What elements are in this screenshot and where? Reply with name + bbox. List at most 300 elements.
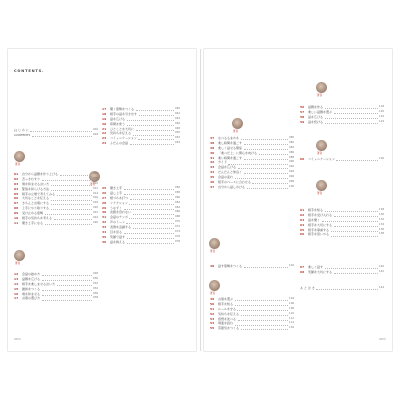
entry-page: 090 bbox=[289, 160, 294, 164]
entry-number: 23 bbox=[102, 136, 107, 141]
entry-title: 相手を知る bbox=[308, 208, 324, 212]
dot-leader bbox=[136, 108, 174, 111]
entry-page: 016 bbox=[93, 196, 98, 200]
entry-title: 相手を尊重する bbox=[308, 227, 330, 232]
entry-number: 07 bbox=[14, 201, 19, 206]
book-spine bbox=[200, 49, 201, 351]
entry-number: 61 bbox=[300, 208, 305, 212]
entry-number: 54 bbox=[210, 321, 215, 326]
entry-number: 62 bbox=[300, 212, 305, 217]
dot-leader bbox=[244, 156, 288, 159]
dot-leader bbox=[127, 122, 174, 125]
entry-page: 066 bbox=[175, 210, 180, 214]
entry-page: 044 bbox=[175, 116, 180, 120]
entry-page: 138 bbox=[379, 232, 384, 236]
entry-number: 31 bbox=[102, 215, 107, 220]
dot-leader bbox=[244, 142, 288, 145]
closing-entry bbox=[300, 286, 384, 291]
entry-number: 29 bbox=[102, 205, 107, 210]
page-number-right: 0005 bbox=[379, 338, 386, 341]
entry-title: 声のトーン bbox=[110, 220, 125, 225]
entry-page: 126 bbox=[379, 157, 384, 160]
entry-title: 自分から話しかける bbox=[218, 184, 246, 189]
entry-title: 相手の立場で考えてみる bbox=[22, 191, 56, 196]
entry-title: 気持ちを伝える bbox=[218, 311, 240, 316]
author-photo bbox=[14, 250, 25, 261]
toc-column-4b bbox=[300, 157, 384, 162]
dot-leader bbox=[316, 287, 377, 290]
entry-page: 086 bbox=[289, 150, 294, 154]
entry-page: 030 bbox=[93, 276, 98, 280]
entry-page: 112 bbox=[289, 316, 294, 320]
entry-title: 話題を作る bbox=[308, 105, 324, 109]
dot-leader bbox=[51, 183, 92, 186]
dot-leader bbox=[130, 197, 174, 200]
entry-number: 36 bbox=[102, 239, 107, 244]
entry-title: 笑顔で話す bbox=[110, 234, 126, 239]
entry-title: 言葉の選び方 bbox=[22, 296, 41, 301]
dot-leader bbox=[241, 327, 288, 330]
dot-leader bbox=[42, 287, 92, 290]
entry-number: 22 bbox=[102, 131, 107, 136]
toc-entry[interactable] bbox=[210, 185, 294, 190]
entry-number: 02 bbox=[14, 176, 19, 181]
entry-page: 028 bbox=[93, 272, 98, 275]
dot-leader bbox=[334, 111, 378, 114]
entry-title: 楽い時間を過ごす bbox=[218, 155, 243, 160]
entry-title: 聞く姿勢をつくる bbox=[110, 107, 135, 111]
entry-title: きちんと言葉にする bbox=[22, 201, 50, 206]
dot-leader bbox=[42, 278, 92, 281]
dot-leader bbox=[331, 233, 378, 236]
toc-entry[interactable] bbox=[210, 264, 294, 269]
entry-number: 57 bbox=[300, 109, 305, 114]
toc-entry[interactable] bbox=[14, 221, 98, 226]
dot-leader bbox=[54, 217, 92, 220]
entry-title: ルールを守る bbox=[218, 306, 236, 311]
entry-number: 17 bbox=[14, 296, 19, 301]
entry-number: 68 bbox=[300, 269, 305, 274]
entry-page: 050 bbox=[175, 131, 180, 135]
dot-leader bbox=[247, 186, 288, 189]
entry-number: 43 bbox=[210, 165, 215, 170]
entry-title: コミュニケーション bbox=[110, 136, 137, 141]
entry-title: 話を広げる bbox=[110, 116, 126, 121]
entry-page: 108 bbox=[289, 306, 294, 310]
dot-leader bbox=[336, 158, 377, 161]
intro-list bbox=[14, 128, 98, 138]
entry-number: 25 bbox=[102, 186, 107, 190]
dot-leader bbox=[126, 221, 173, 224]
entry-title: 雰囲気をつくる bbox=[218, 326, 240, 331]
contents-heading: CONTENTS. bbox=[14, 69, 45, 73]
entry-page: 068 bbox=[175, 215, 180, 219]
entry-number: 45 bbox=[210, 175, 215, 180]
entry-title: 表情を意識する bbox=[110, 225, 132, 230]
entry-number: 20 bbox=[102, 121, 107, 126]
author-label: 著者 bbox=[15, 163, 21, 166]
toc-column-3c bbox=[210, 297, 294, 331]
entry-page: 136 bbox=[379, 227, 384, 231]
dot-leader bbox=[235, 176, 288, 179]
entry-page: 014 bbox=[93, 191, 98, 195]
toc-entry[interactable] bbox=[300, 120, 384, 125]
entry-title: だんだんと仲良く bbox=[218, 170, 243, 175]
dot-leader bbox=[325, 116, 378, 119]
entry-page: 060 bbox=[175, 195, 180, 199]
toc-entry[interactable] bbox=[102, 240, 180, 245]
entry-title: 聞き上手 bbox=[110, 186, 123, 190]
entry-page: 062 bbox=[175, 200, 180, 204]
toc-column-2b bbox=[102, 186, 180, 245]
toc-column-4c bbox=[300, 208, 384, 237]
dot-leader bbox=[32, 134, 92, 137]
entry-page: 046 bbox=[175, 121, 180, 125]
toc-entry[interactable] bbox=[102, 141, 180, 146]
entry-number: 10 bbox=[14, 216, 19, 221]
entry-number: 40 bbox=[210, 150, 215, 155]
dot-leader bbox=[130, 142, 174, 145]
entry-number: 16 bbox=[14, 291, 19, 296]
entry-number: 42 bbox=[210, 160, 215, 165]
entry-page: 070 bbox=[175, 220, 180, 224]
entry-page: 036 bbox=[93, 291, 98, 295]
dot-leader bbox=[331, 228, 378, 231]
entry-title: 相づちを打つ bbox=[110, 195, 129, 200]
dot-leader bbox=[235, 298, 288, 301]
dot-leader bbox=[138, 137, 173, 140]
dot-leader bbox=[325, 106, 378, 109]
entry-title: 雑談をつくる bbox=[22, 286, 41, 291]
dot-leader bbox=[228, 161, 287, 164]
entry-page: 084 bbox=[289, 145, 294, 149]
entry-number: 56 bbox=[300, 105, 305, 109]
entry-number: 03 bbox=[14, 181, 19, 186]
dot-leader bbox=[45, 212, 92, 215]
dot-leader bbox=[51, 187, 92, 190]
entry-page: 096 bbox=[289, 175, 294, 179]
entry-title: 目を見る bbox=[110, 230, 123, 235]
entry-title: 笑顔を大切にする bbox=[308, 269, 333, 274]
entry-number: 37 bbox=[210, 136, 215, 140]
entry-page: 056 bbox=[175, 186, 180, 189]
entry-title: 上手にやり取りする bbox=[22, 206, 50, 211]
author-photo bbox=[14, 151, 25, 162]
entry-page: 034 bbox=[93, 286, 98, 290]
entry-title: 相手を楽しませる言い方 bbox=[22, 281, 56, 286]
entry-number: 51 bbox=[210, 306, 215, 311]
dot-leader bbox=[129, 201, 173, 204]
entry-title: 楽しい話題を選ぶ bbox=[308, 109, 333, 114]
dot-leader bbox=[325, 120, 378, 123]
entry-number: 13 bbox=[14, 276, 19, 281]
entry-title: 話し上手 bbox=[110, 190, 123, 195]
dot-leader bbox=[129, 216, 173, 219]
dot-leader bbox=[124, 206, 174, 209]
dot-leader bbox=[133, 132, 174, 135]
entry-page: 008 bbox=[93, 176, 98, 180]
entry-title: 相手の気持ちを考える bbox=[22, 216, 53, 221]
entry-title: 受け止める姿勢 bbox=[22, 211, 44, 216]
entry-number: 08 bbox=[14, 206, 19, 211]
entry-title: あ と が き bbox=[300, 286, 315, 290]
entry-number: 30 bbox=[102, 210, 107, 215]
page-number-left: 0004 bbox=[14, 338, 21, 341]
entry-title: は じ め に bbox=[14, 128, 29, 132]
entry-page: 116 bbox=[289, 326, 294, 330]
dot-leader bbox=[244, 265, 288, 268]
entry-number: 12 bbox=[14, 272, 19, 276]
entry-page: 040 bbox=[175, 107, 180, 110]
dot-leader bbox=[139, 113, 174, 116]
dot-leader bbox=[133, 226, 174, 229]
toc-column-4d bbox=[300, 265, 384, 275]
entry-title: 感想を述べる bbox=[218, 316, 237, 321]
entry-title: 話を続ける bbox=[308, 119, 324, 124]
entry-page: 004 bbox=[93, 132, 98, 136]
toc-column-1b bbox=[14, 272, 98, 301]
entry-number: 32 bbox=[102, 220, 107, 225]
entry-page: 124 bbox=[379, 119, 384, 123]
toc-entry[interactable] bbox=[300, 270, 384, 275]
entry-page: 042 bbox=[175, 111, 180, 115]
dot-leader bbox=[259, 151, 288, 154]
entry-number: 19 bbox=[102, 116, 107, 121]
entry-page: 074 bbox=[175, 230, 180, 234]
toc-entry[interactable] bbox=[300, 157, 384, 162]
toc-column-3b bbox=[210, 264, 294, 269]
author-photo bbox=[232, 118, 243, 129]
dot-leader bbox=[235, 322, 288, 325]
entry-page: 058 bbox=[175, 190, 180, 194]
entry-title: 話を広げる bbox=[308, 114, 324, 119]
entry-number: 44 bbox=[210, 170, 215, 175]
entry-number: 66 bbox=[300, 232, 305, 237]
entry-title: 聞き上手になる bbox=[22, 220, 44, 225]
entry-number: 01 bbox=[14, 172, 19, 176]
entry-page: 102 bbox=[289, 264, 294, 267]
entry-number: 41 bbox=[210, 155, 215, 160]
dot-leader bbox=[51, 197, 92, 200]
dot-leader bbox=[57, 192, 92, 195]
dot-leader bbox=[252, 181, 287, 184]
entry-page: 024 bbox=[93, 216, 98, 220]
entry-number: 06 bbox=[14, 196, 19, 201]
toc-column-3a bbox=[210, 136, 294, 190]
entry-page: 120 bbox=[379, 109, 384, 113]
author-label: 著者 bbox=[317, 152, 323, 155]
entry-title: ひとことを大切に bbox=[110, 126, 135, 131]
dot-leader bbox=[325, 266, 378, 269]
author-label: 著者 bbox=[210, 250, 216, 253]
entry-title: 沈黙を恐れない bbox=[110, 210, 132, 215]
entry-title: 相手のペースに合わせる bbox=[218, 180, 251, 185]
entry-number: 49 bbox=[210, 297, 215, 301]
entry-title: ガイド bbox=[218, 160, 227, 165]
entry-page: 004 bbox=[93, 172, 98, 175]
entry-number: 09 bbox=[14, 211, 19, 216]
entry-page: 100 bbox=[289, 184, 294, 188]
dot-leader bbox=[235, 303, 288, 306]
entry-page: 122 bbox=[379, 114, 384, 118]
dot-leader bbox=[136, 127, 174, 130]
entry-page: 104 bbox=[289, 297, 294, 300]
dot-leader bbox=[42, 292, 92, 295]
entry-title: うなずく bbox=[110, 205, 123, 210]
entry-page: 080 bbox=[289, 136, 294, 139]
entry-title: 楽し時間を過ごす bbox=[218, 140, 243, 145]
entry-number: 59 bbox=[300, 119, 305, 124]
dot-leader bbox=[42, 178, 92, 181]
entry-number: 55 bbox=[210, 326, 215, 331]
entry-page: 118 bbox=[379, 105, 384, 108]
entry-page: 130 bbox=[379, 212, 384, 216]
toc-entry[interactable] bbox=[14, 296, 98, 301]
dot-leader bbox=[334, 223, 378, 226]
entry-page: 128 bbox=[379, 208, 384, 211]
entry-number: 67 bbox=[300, 265, 305, 269]
entry-number: 05 bbox=[14, 191, 19, 196]
dot-leader bbox=[127, 236, 174, 239]
entry-number: 17 bbox=[102, 107, 107, 111]
entry-title: リアクション bbox=[110, 200, 128, 205]
author-photo bbox=[316, 82, 327, 93]
entry-page: 094 bbox=[289, 170, 294, 174]
entry-number: 11 bbox=[14, 220, 19, 225]
list-item[interactable] bbox=[14, 133, 98, 138]
dot-leader bbox=[51, 202, 92, 205]
entry-page: 132 bbox=[379, 217, 384, 221]
entry-title: 会話を広げる bbox=[218, 165, 237, 170]
dot-leader bbox=[51, 207, 92, 210]
list-item[interactable] bbox=[300, 286, 384, 291]
entry-page: 098 bbox=[289, 180, 294, 184]
entry-title: 話を終える bbox=[110, 239, 126, 244]
toc-column-2a bbox=[102, 107, 180, 146]
entry-number: 15 bbox=[14, 286, 19, 291]
entry-title: 話を聞く bbox=[308, 217, 321, 222]
dot-leader bbox=[334, 271, 378, 274]
entry-number: 21 bbox=[102, 126, 107, 131]
author-photo bbox=[209, 238, 220, 249]
author-photo bbox=[209, 280, 220, 291]
toc-column-1a bbox=[14, 172, 98, 226]
entry-number: 48 bbox=[210, 264, 215, 268]
entry-title: 緊張を和らげる方法 bbox=[22, 186, 50, 191]
dot-leader bbox=[124, 192, 174, 195]
entry-number: 63 bbox=[300, 217, 305, 222]
entry-number: 27 bbox=[102, 195, 107, 200]
dot-leader bbox=[30, 129, 91, 132]
entry-page: 020 bbox=[93, 206, 98, 210]
entry-title: 場を和ませる bbox=[22, 291, 41, 296]
entry-page: 032 bbox=[93, 281, 98, 285]
entry-title: 場を和ませる言い方 bbox=[22, 181, 50, 186]
author-label: 著者 bbox=[90, 183, 96, 186]
entry-title: 楽しく話せる関係 bbox=[218, 145, 243, 150]
entry-title: 言葉を選ぶ bbox=[218, 297, 234, 301]
toc-column-4a bbox=[300, 105, 384, 125]
entry-page: 140 bbox=[379, 265, 384, 268]
entry-number: 58 bbox=[300, 114, 305, 119]
toc-entry[interactable] bbox=[210, 326, 294, 331]
entry-page: 076 bbox=[175, 234, 180, 238]
entry-page: 054 bbox=[175, 141, 180, 145]
entry-page: 078 bbox=[175, 239, 180, 243]
entry-title: 相手を受け入れる bbox=[308, 212, 333, 217]
entry-number: 53 bbox=[210, 316, 215, 321]
entry-title: ふだんの会話 bbox=[110, 141, 129, 146]
entry-title: 大切なことを伝える bbox=[22, 196, 50, 201]
dot-leader bbox=[238, 166, 288, 169]
dot-leader bbox=[241, 312, 288, 315]
entry-page: 022 bbox=[93, 211, 98, 215]
entry-title: 話す姿勢をつくる bbox=[218, 264, 243, 268]
author-photo bbox=[316, 180, 327, 191]
dot-leader bbox=[57, 283, 92, 286]
dot-leader bbox=[42, 297, 92, 300]
entry-page: 114 bbox=[289, 321, 294, 325]
entry-number: 38 bbox=[210, 140, 215, 145]
entry-page: 038 bbox=[93, 296, 98, 300]
dot-leader bbox=[241, 137, 288, 140]
entry-title: 相手を知る bbox=[218, 301, 234, 306]
author-label: 著者 bbox=[15, 262, 21, 265]
entry-title: 相手を大切にする bbox=[308, 222, 333, 227]
entry-page: 012 bbox=[93, 186, 98, 190]
entry-page: 134 bbox=[379, 222, 384, 226]
toc-entry[interactable] bbox=[300, 232, 384, 237]
author-label: 著者 bbox=[210, 292, 216, 295]
entry-page: 072 bbox=[175, 225, 180, 229]
entry-page: 106 bbox=[289, 301, 294, 305]
entry-number: 28 bbox=[102, 200, 107, 205]
entry-number: 60 bbox=[300, 157, 305, 161]
author-label: 著者 bbox=[317, 192, 323, 195]
entry-page: 110 bbox=[289, 311, 294, 315]
dot-leader bbox=[133, 211, 174, 214]
entry-page: 018 bbox=[93, 201, 98, 205]
entry-title: 会話のテンポ bbox=[110, 215, 128, 220]
entry-title: 楽しく話す bbox=[308, 265, 324, 269]
author-photo bbox=[316, 140, 327, 151]
entry-number: 39 bbox=[210, 145, 215, 150]
entry-page: 144 bbox=[379, 286, 384, 289]
entry-number: 50 bbox=[210, 301, 215, 306]
entry-title: 否っきむすり bbox=[22, 176, 41, 181]
entry-title: 会話の流れ bbox=[218, 175, 234, 180]
entry-title: コミュニケーション bbox=[308, 157, 335, 161]
entry-page: 064 bbox=[175, 205, 180, 209]
entry-page: 048 bbox=[175, 126, 180, 130]
dot-leader bbox=[322, 219, 378, 222]
dot-leader bbox=[238, 317, 288, 320]
entry-number: 34 bbox=[102, 230, 107, 235]
entry-title: 気持ちを伝える bbox=[110, 131, 132, 136]
dot-leader bbox=[124, 231, 174, 234]
entry-page: 142 bbox=[379, 269, 384, 273]
dot-leader bbox=[237, 308, 287, 311]
dot-leader bbox=[127, 241, 174, 244]
entry-number: 24 bbox=[102, 141, 107, 146]
entry-page: 026 bbox=[93, 220, 98, 224]
entry-title: 相手を思いやる bbox=[308, 232, 330, 237]
dot-leader bbox=[325, 209, 378, 212]
entry-number: 52 bbox=[210, 311, 215, 316]
entry-number: 14 bbox=[14, 281, 19, 286]
entry-page: 092 bbox=[289, 165, 294, 169]
entry-title: 「楽べだ上」に関心を向ける bbox=[218, 150, 258, 155]
